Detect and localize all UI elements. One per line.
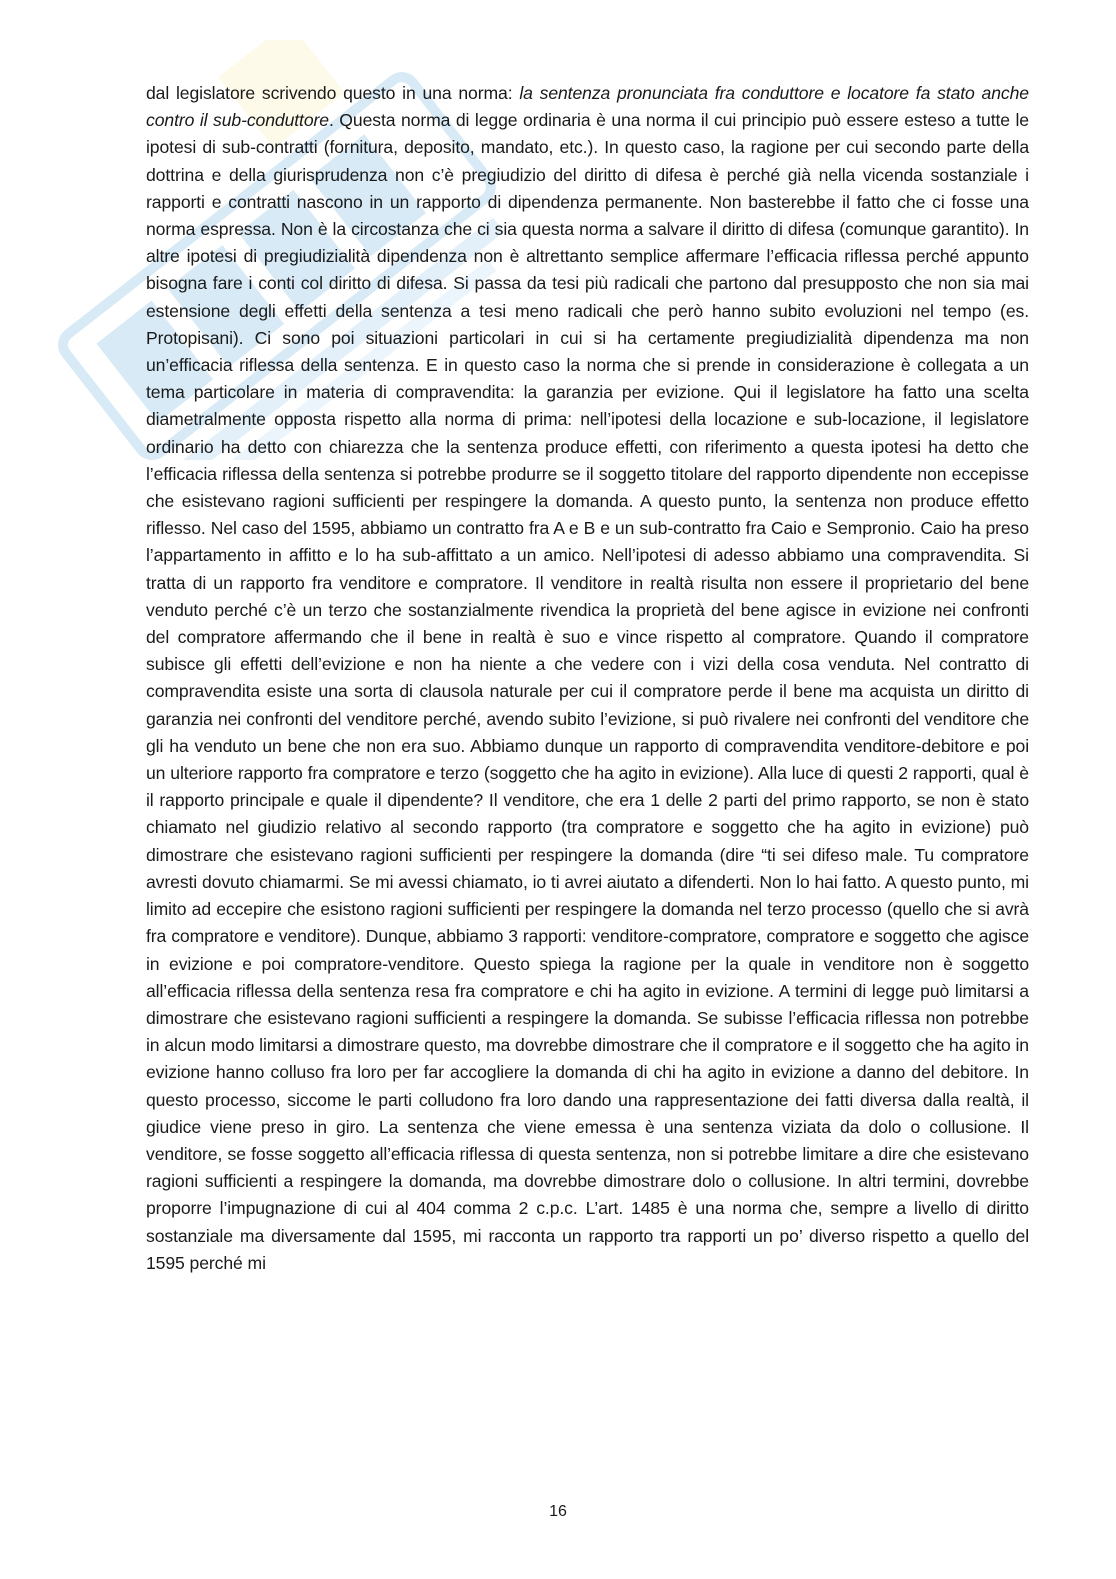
body-text bbox=[146, 80, 1029, 1277]
intro-text: dal legislatore scrivendo questo in una norma: bbox=[146, 83, 520, 103]
page-number: 16 bbox=[549, 1503, 567, 1520]
body-paragraph bbox=[146, 80, 1029, 1277]
main-text: . Questa norma di legge ordinaria è una norma il cui principio può essere esteso a tutte le ipotesi di sub-contratti (fornitura, deposito, mandato, etc.). In questo caso, la ragione per cui secondo parte della dottrina e della giurisprudenza non c’è pregiudizio del diritto di difesa è perché già nella vicenda sostanziale i rapporti e contratti nascono in un rapporto di dipendenza permanente. Non basterebbe il fatto che ci fosse una norma espressa. Non è la circostanza che ci sia questa norma a salvare il diritto di difesa (comunque garantito). In altre ipotesi di pregiudizialità dipendenza non è altrettanto semplice affermare l’efficacia riflessa perché appunto bisogna fare i conti col diritto di difesa. Si passa da tesi più radicali che partono dal presupposto che non sia mai estensione degli effetti della sentenza a tesi meno radicali che però hanno subito evoluzioni nel tempo (es. Protopisani). Ci sono poi situazioni particolari in cui si ha certamente pregiudizialità dipendenza ma non un’efficacia riflessa della sentenza. E in questo caso la norma che si prende in considerazione è collegata a un tema particolare in materia di compravendita: la garanzia per evizione. Qui il legislatore ha fatto una scelta diametralmente opposta rispetto alla norma di prima: nell’ipotesi della locazione e sub-locazione, il legislatore ordinario ha detto con chiarezza che la sentenza produce effetti, con riferimento a questa ipotesi ha detto che l’efficacia riflessa della sentenza si potrebbe produrre se il soggetto titolare del rapporto dipendente non eccepisse che esistevano ragioni sufficienti per respingere la domanda. A questo punto, la sentenza non produce effetto riflesso. Nel caso del 1595, abbiamo un contratto fra A e B e un sub-contratto fra Caio e Sempronio. Caio ha preso l’appartamento in affitto e lo ha sub-affittato a un amico. Nell’ipotesi di adesso abbiamo una compravendita. Si tratta di un rapporto fra venditore e compratore. Il venditore in realtà risulta non essere il proprietario del bene venduto perché c’è un terzo che sostanzialmente rivendica la proprietà del bene agisce in evizione nei confronti del compratore affermando che il bene in realtà è suo e vince rispetto al compratore. Quando il compratore subisce gli effetti dell’evizione e non ha niente a che vedere con i vizi della cosa venduta. Nel contratto di compravendita esiste una sorta di clausola naturale per cui il compratore perde il bene ma acquista un diritto di garanzia nei confronti del venditore perché, avendo subito l’evizione, si può rivalere nei confronti del venditore che gli ha venduto un bene che non era suo. Abbiamo dunque un rapporto di compravendita venditore-debitore e poi un ulteriore rapporto fra compratore e terzo (soggetto che ha agito in evizione). Alla luce di questi 2 rapporti, qual è il rapporto principale e quale il dipendente? Il venditore, che era 1 delle 2 parti del primo rapporto, se non è stato chiamato nel giudizio relativo al secondo rapporto (tra compratore e soggetto che ha agito in evizione) può dimostrare che esistevano ragioni sufficienti per respingere la domanda (dire “ti sei difeso male. Tu compratore avresti dovuto chiamarmi. Se mi avessi chiamato, io ti avrei aiutato a difenderti. Non lo hai fatto. A questo punto, mi limito ad eccepire che esistono ragioni sufficienti per respingere la domanda nel terzo processo (quello che si avrà fra compratore e venditore). Dunque, abbiamo 3 rapporti: venditore-compratore, compratore e soggetto che agisce in evizione e poi compratore-venditore. Questo spiega la ragione per la quale in venditore non è soggetto all’efficacia riflessa della sentenza resa fra compratore e chi ha agito in evizione. A termini di legge può limitarsi a dimostrare che esistevano ragioni sufficienti a respingere la domanda. Se subisse l’efficacia riflessa non potrebbe in alcun modo limitarsi a dimostrare questo, ma dovrebbe dimostrare che il compratore e il soggetto che ha agito in evizione hanno colluso fra loro per far accogliere la domanda di chi ha agito in evizione a danno del debitore. In questo processo, siccome le parti colludono fra loro dando una rappresentazione dei fatti diversa dalla realtà, il giudice viene preso in giro. La sentenza che viene emessa è una sentenza viziata da dolo o collusione. Il venditore, se fosse soggetto all’efficacia riflessa di questa sentenza, non si potrebbe limitare a dire che esistevano ragioni sufficienti a respingere la domanda, ma dovrebbe dimostrare dolo o collusione. In altri termini, dovrebbe proporre l’impugnazione di cui al 404 comma 2 c.p.c. L’art. 1485 è una norma che, sempre a livello di diritto sostanziale ma diversamente dal 1595, mi racconta un rapporto tra rapporti un po’ diverso rispetto a quello del 1595 perché mi bbox=[146, 110, 1029, 1273]
quoted-norm-italic: la sentenza pronunciata fra conduttore e locatore fa stato anche contro il sub-conduttore bbox=[146, 83, 1029, 131]
